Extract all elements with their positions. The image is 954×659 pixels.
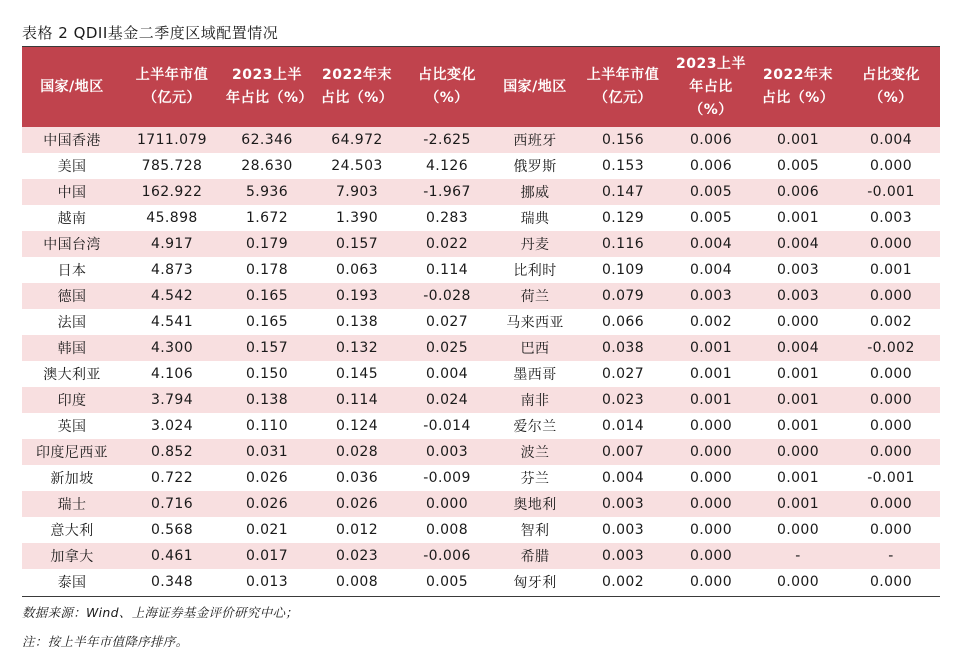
- cell-share-2022-right: 0.001: [754, 491, 842, 517]
- cell-share-change-left: -2.625: [402, 127, 492, 153]
- cell-share-change-left: -0.014: [402, 413, 492, 439]
- cell-share-change-left: 0.005: [402, 569, 492, 595]
- cell-market-value-right: 0.003: [578, 517, 668, 543]
- cell-share-change-left: 0.022: [402, 231, 492, 257]
- cell-share-2023h1-left: 1.672: [222, 205, 312, 231]
- cell-share-2023h1-right: 0.000: [668, 439, 754, 465]
- table-row: [22, 283, 940, 309]
- cell-share-2023h1-left: 0.017: [222, 543, 312, 569]
- cell-share-change-left: 0.003: [402, 439, 492, 465]
- cell-region-left: 中国香港: [22, 127, 122, 153]
- cell-share-2023h1-left: 0.165: [222, 309, 312, 335]
- cell-region-right: 爱尔兰: [492, 413, 578, 439]
- cell-region-left: 英国: [22, 413, 122, 439]
- cell-share-2022-right: 0.005: [754, 153, 842, 179]
- cell-share-2022-right: 0.000: [754, 439, 842, 465]
- cell-region-right: 西班牙: [492, 127, 578, 153]
- cell-share-2023h1-right: 0.006: [668, 153, 754, 179]
- cell-share-change-left: 0.283: [402, 205, 492, 231]
- cell-market-value-left: 0.568: [122, 517, 222, 543]
- cell-market-value-right: 0.129: [578, 205, 668, 231]
- cell-region-left: 意大利: [22, 517, 122, 543]
- cell-share-2022-right: 0.004: [754, 231, 842, 257]
- cell-share-2022-left: 0.193: [312, 283, 402, 309]
- cell-market-value-left: 0.722: [122, 465, 222, 491]
- col-header-2023h1-share-right: 2023上半年占比（%）: [668, 47, 754, 127]
- table-caption: 表格 2 QDII基金二季度区域配置情况: [22, 24, 279, 42]
- cell-share-2022-right: 0.001: [754, 127, 842, 153]
- table-row: [22, 153, 940, 179]
- table-row: [22, 335, 940, 361]
- cell-region-right: 丹麦: [492, 231, 578, 257]
- table-row: [22, 257, 940, 283]
- cell-market-value-left: 4.541: [122, 309, 222, 335]
- table-row: [22, 179, 940, 205]
- cell-share-change-right: -0.001: [842, 179, 940, 205]
- table-row: [22, 309, 940, 335]
- cell-share-2023h1-right: 0.000: [668, 543, 754, 569]
- header-row: [22, 47, 940, 127]
- cell-share-change-left: -0.009: [402, 465, 492, 491]
- cell-share-change-left: 0.025: [402, 335, 492, 361]
- cell-share-2023h1-right: 0.003: [668, 283, 754, 309]
- table-row: [22, 569, 940, 595]
- cell-region-right: 匈牙利: [492, 569, 578, 595]
- col-header-share-change-left: 占比变化（%）: [402, 47, 492, 127]
- cell-region-left: 韩国: [22, 335, 122, 361]
- cell-market-value-right: 0.002: [578, 569, 668, 595]
- cell-market-value-left: 3.794: [122, 387, 222, 413]
- cell-share-2022-right: -: [754, 543, 842, 569]
- cell-region-right: 马来西亚: [492, 309, 578, 335]
- table-body: [22, 127, 940, 595]
- cell-region-right: 芬兰: [492, 465, 578, 491]
- cell-region-left: 美国: [22, 153, 122, 179]
- cell-share-2022-left: 0.063: [312, 257, 402, 283]
- cell-share-change-left: 0.024: [402, 387, 492, 413]
- cell-market-value-left: 4.542: [122, 283, 222, 309]
- cell-share-2022-left: 0.124: [312, 413, 402, 439]
- cell-share-2022-right: 0.004: [754, 335, 842, 361]
- cell-share-2022-left: 0.145: [312, 361, 402, 387]
- cell-market-value-left: 4.300: [122, 335, 222, 361]
- cell-share-2023h1-left: 5.936: [222, 179, 312, 205]
- cell-share-2023h1-right: 0.000: [668, 413, 754, 439]
- cell-share-change-right: 0.002: [842, 309, 940, 335]
- cell-share-2023h1-right: 0.000: [668, 465, 754, 491]
- cell-market-value-right: 0.109: [578, 257, 668, 283]
- col-header-market-value-right: 上半年市值（亿元）: [578, 47, 668, 127]
- cell-share-2022-right: 0.001: [754, 387, 842, 413]
- cell-share-change-right: -0.002: [842, 335, 940, 361]
- cell-share-change-left: 0.114: [402, 257, 492, 283]
- table-row: [22, 465, 940, 491]
- cell-share-2022-right: 0.000: [754, 517, 842, 543]
- cell-market-value-right: 0.147: [578, 179, 668, 205]
- cell-share-2022-right: 0.006: [754, 179, 842, 205]
- cell-share-2022-left: 0.012: [312, 517, 402, 543]
- cell-share-change-right: 0.000: [842, 387, 940, 413]
- cell-share-2022-left: 0.138: [312, 309, 402, 335]
- cell-share-2022-right: 0.001: [754, 465, 842, 491]
- cell-region-left: 加拿大: [22, 543, 122, 569]
- cell-region-left: 日本: [22, 257, 122, 283]
- cell-share-2022-left: 0.114: [312, 387, 402, 413]
- cell-market-value-right: 0.066: [578, 309, 668, 335]
- cell-share-change-right: 0.000: [842, 153, 940, 179]
- cell-region-right: 智利: [492, 517, 578, 543]
- table-row: [22, 491, 940, 517]
- cell-share-2022-right: 0.000: [754, 569, 842, 595]
- cell-market-value-right: 0.153: [578, 153, 668, 179]
- cell-share-2023h1-left: 0.150: [222, 361, 312, 387]
- cell-share-change-right: 0.000: [842, 283, 940, 309]
- table-row: [22, 361, 940, 387]
- cell-share-2022-right: 0.003: [754, 257, 842, 283]
- cell-share-change-right: 0.000: [842, 569, 940, 595]
- cell-region-left: 越南: [22, 205, 122, 231]
- cell-share-2023h1-right: 0.004: [668, 231, 754, 257]
- cell-share-change-right: 0.000: [842, 413, 940, 439]
- cell-market-value-right: 0.003: [578, 543, 668, 569]
- cell-region-left: 中国台湾: [22, 231, 122, 257]
- cell-region-right: 南非: [492, 387, 578, 413]
- cell-market-value-right: 0.023: [578, 387, 668, 413]
- cell-share-change-right: -: [842, 543, 940, 569]
- cell-market-value-right: 0.014: [578, 413, 668, 439]
- cell-share-2023h1-left: 0.026: [222, 465, 312, 491]
- cell-share-change-right: 0.003: [842, 205, 940, 231]
- cell-region-left: 澳大利亚: [22, 361, 122, 387]
- cell-region-right: 荷兰: [492, 283, 578, 309]
- cell-share-change-left: 0.004: [402, 361, 492, 387]
- cell-share-2022-left: 0.157: [312, 231, 402, 257]
- cell-share-2022-left: 0.023: [312, 543, 402, 569]
- cell-market-value-right: 0.007: [578, 439, 668, 465]
- bottom-rule: [22, 596, 940, 597]
- cell-share-2023h1-left: 0.013: [222, 569, 312, 595]
- col-header-share-change-right: 占比变化（%）: [842, 47, 940, 127]
- cell-market-value-right: 0.156: [578, 127, 668, 153]
- table-row: [22, 543, 940, 569]
- cell-share-2022-left: 0.036: [312, 465, 402, 491]
- cell-region-right: 比利时: [492, 257, 578, 283]
- cell-region-left: 瑞士: [22, 491, 122, 517]
- cell-share-change-left: 4.126: [402, 153, 492, 179]
- cell-share-change-left: -1.967: [402, 179, 492, 205]
- cell-share-2023h1-left: 0.157: [222, 335, 312, 361]
- cell-share-2023h1-left: 0.179: [222, 231, 312, 257]
- cell-share-2022-left: 7.903: [312, 179, 402, 205]
- cell-share-2022-left: 0.028: [312, 439, 402, 465]
- cell-share-2022-right: 0.001: [754, 361, 842, 387]
- col-header-2022-share-right: 2022年末占比（%）: [754, 47, 842, 127]
- cell-share-2023h1-left: 0.138: [222, 387, 312, 413]
- col-header-region-left: 国家/地区: [22, 47, 122, 127]
- cell-market-value-right: 0.116: [578, 231, 668, 257]
- cell-market-value-left: 4.873: [122, 257, 222, 283]
- cell-region-left: 德国: [22, 283, 122, 309]
- cell-share-change-right: 0.000: [842, 231, 940, 257]
- cell-share-2023h1-right: 0.004: [668, 257, 754, 283]
- col-header-market-value-left: 上半年市值（亿元）: [122, 47, 222, 127]
- cell-region-right: 波兰: [492, 439, 578, 465]
- cell-region-right: 挪威: [492, 179, 578, 205]
- cell-share-change-left: 0.008: [402, 517, 492, 543]
- cell-share-2023h1-right: 0.001: [668, 387, 754, 413]
- cell-share-2022-right: 0.000: [754, 309, 842, 335]
- col-header-2022-share-left: 2022年末占比（%）: [312, 47, 402, 127]
- cell-share-2023h1-left: 0.021: [222, 517, 312, 543]
- cell-market-value-left: 162.922: [122, 179, 222, 205]
- cell-share-change-right: 0.000: [842, 517, 940, 543]
- cell-region-right: 巴西: [492, 335, 578, 361]
- cell-share-2023h1-left: 62.346: [222, 127, 312, 153]
- cell-share-2023h1-right: 0.000: [668, 569, 754, 595]
- cell-market-value-left: 3.024: [122, 413, 222, 439]
- cell-market-value-right: 0.004: [578, 465, 668, 491]
- table-row: [22, 127, 940, 153]
- table-row: [22, 439, 940, 465]
- cell-share-2022-left: 24.503: [312, 153, 402, 179]
- table-row: [22, 413, 940, 439]
- cell-share-change-right: 0.000: [842, 491, 940, 517]
- col-header-2023h1-share-left: 2023上半年占比（%）: [222, 47, 312, 127]
- cell-market-value-left: 1711.079: [122, 127, 222, 153]
- cell-share-change-right: 0.000: [842, 439, 940, 465]
- cell-share-2023h1-right: 0.001: [668, 361, 754, 387]
- cell-share-2023h1-right: 0.005: [668, 205, 754, 231]
- cell-share-2023h1-right: 0.006: [668, 127, 754, 153]
- cell-share-2022-right: 0.001: [754, 205, 842, 231]
- cell-share-2022-left: 64.972: [312, 127, 402, 153]
- cell-share-2023h1-left: 0.026: [222, 491, 312, 517]
- cell-share-change-right: -0.001: [842, 465, 940, 491]
- cell-share-2023h1-right: 0.001: [668, 335, 754, 361]
- cell-share-change-left: 0.000: [402, 491, 492, 517]
- table-row: [22, 205, 940, 231]
- cell-region-right: 奥地利: [492, 491, 578, 517]
- cell-market-value-left: 0.716: [122, 491, 222, 517]
- cell-share-change-right: 0.001: [842, 257, 940, 283]
- cell-region-left: 法国: [22, 309, 122, 335]
- cell-region-right: 墨西哥: [492, 361, 578, 387]
- cell-share-2023h1-left: 0.178: [222, 257, 312, 283]
- cell-share-2022-right: 0.003: [754, 283, 842, 309]
- cell-share-change-left: -0.006: [402, 543, 492, 569]
- cell-share-2023h1-left: 0.165: [222, 283, 312, 309]
- table-row: [22, 517, 940, 543]
- cell-region-left: 印度尼西亚: [22, 439, 122, 465]
- cell-share-2023h1-right: 0.005: [668, 179, 754, 205]
- cell-region-right: 希腊: [492, 543, 578, 569]
- data-source-note: 数据来源：Wind、上海证券基金评价研究中心；: [22, 605, 299, 620]
- cell-share-2022-left: 0.026: [312, 491, 402, 517]
- cell-market-value-right: 0.003: [578, 491, 668, 517]
- cell-region-right: 瑞典: [492, 205, 578, 231]
- cell-share-2023h1-left: 28.630: [222, 153, 312, 179]
- cell-share-change-left: -0.028: [402, 283, 492, 309]
- col-header-region-right: 国家/地区: [492, 47, 578, 127]
- cell-share-2022-right: 0.001: [754, 413, 842, 439]
- cell-market-value-left: 4.917: [122, 231, 222, 257]
- cell-share-2022-left: 1.390: [312, 205, 402, 231]
- cell-market-value-left: 0.348: [122, 569, 222, 595]
- cell-share-change-right: 0.004: [842, 127, 940, 153]
- cell-share-change-right: 0.000: [842, 361, 940, 387]
- cell-share-2023h1-right: 0.000: [668, 491, 754, 517]
- cell-share-2023h1-left: 0.031: [222, 439, 312, 465]
- region-allocation-table: [22, 47, 940, 595]
- cell-region-left: 新加坡: [22, 465, 122, 491]
- cell-share-change-left: 0.027: [402, 309, 492, 335]
- cell-share-2023h1-right: 0.002: [668, 309, 754, 335]
- cell-region-right: 俄罗斯: [492, 153, 578, 179]
- cell-market-value-right: 0.027: [578, 361, 668, 387]
- table-row: [22, 231, 940, 257]
- cell-market-value-left: 0.461: [122, 543, 222, 569]
- cell-market-value-left: 0.852: [122, 439, 222, 465]
- cell-region-left: 印度: [22, 387, 122, 413]
- cell-share-2023h1-left: 0.110: [222, 413, 312, 439]
- cell-market-value-right: 0.038: [578, 335, 668, 361]
- cell-region-left: 泰国: [22, 569, 122, 595]
- sort-note: 注：按上半年市值降序排序。: [22, 634, 189, 649]
- cell-market-value-right: 0.079: [578, 283, 668, 309]
- cell-market-value-left: 4.106: [122, 361, 222, 387]
- cell-market-value-left: 785.728: [122, 153, 222, 179]
- cell-share-2022-left: 0.132: [312, 335, 402, 361]
- cell-region-left: 中国: [22, 179, 122, 205]
- cell-market-value-left: 45.898: [122, 205, 222, 231]
- table-row: [22, 387, 940, 413]
- cell-share-2022-left: 0.008: [312, 569, 402, 595]
- cell-share-2023h1-right: 0.000: [668, 517, 754, 543]
